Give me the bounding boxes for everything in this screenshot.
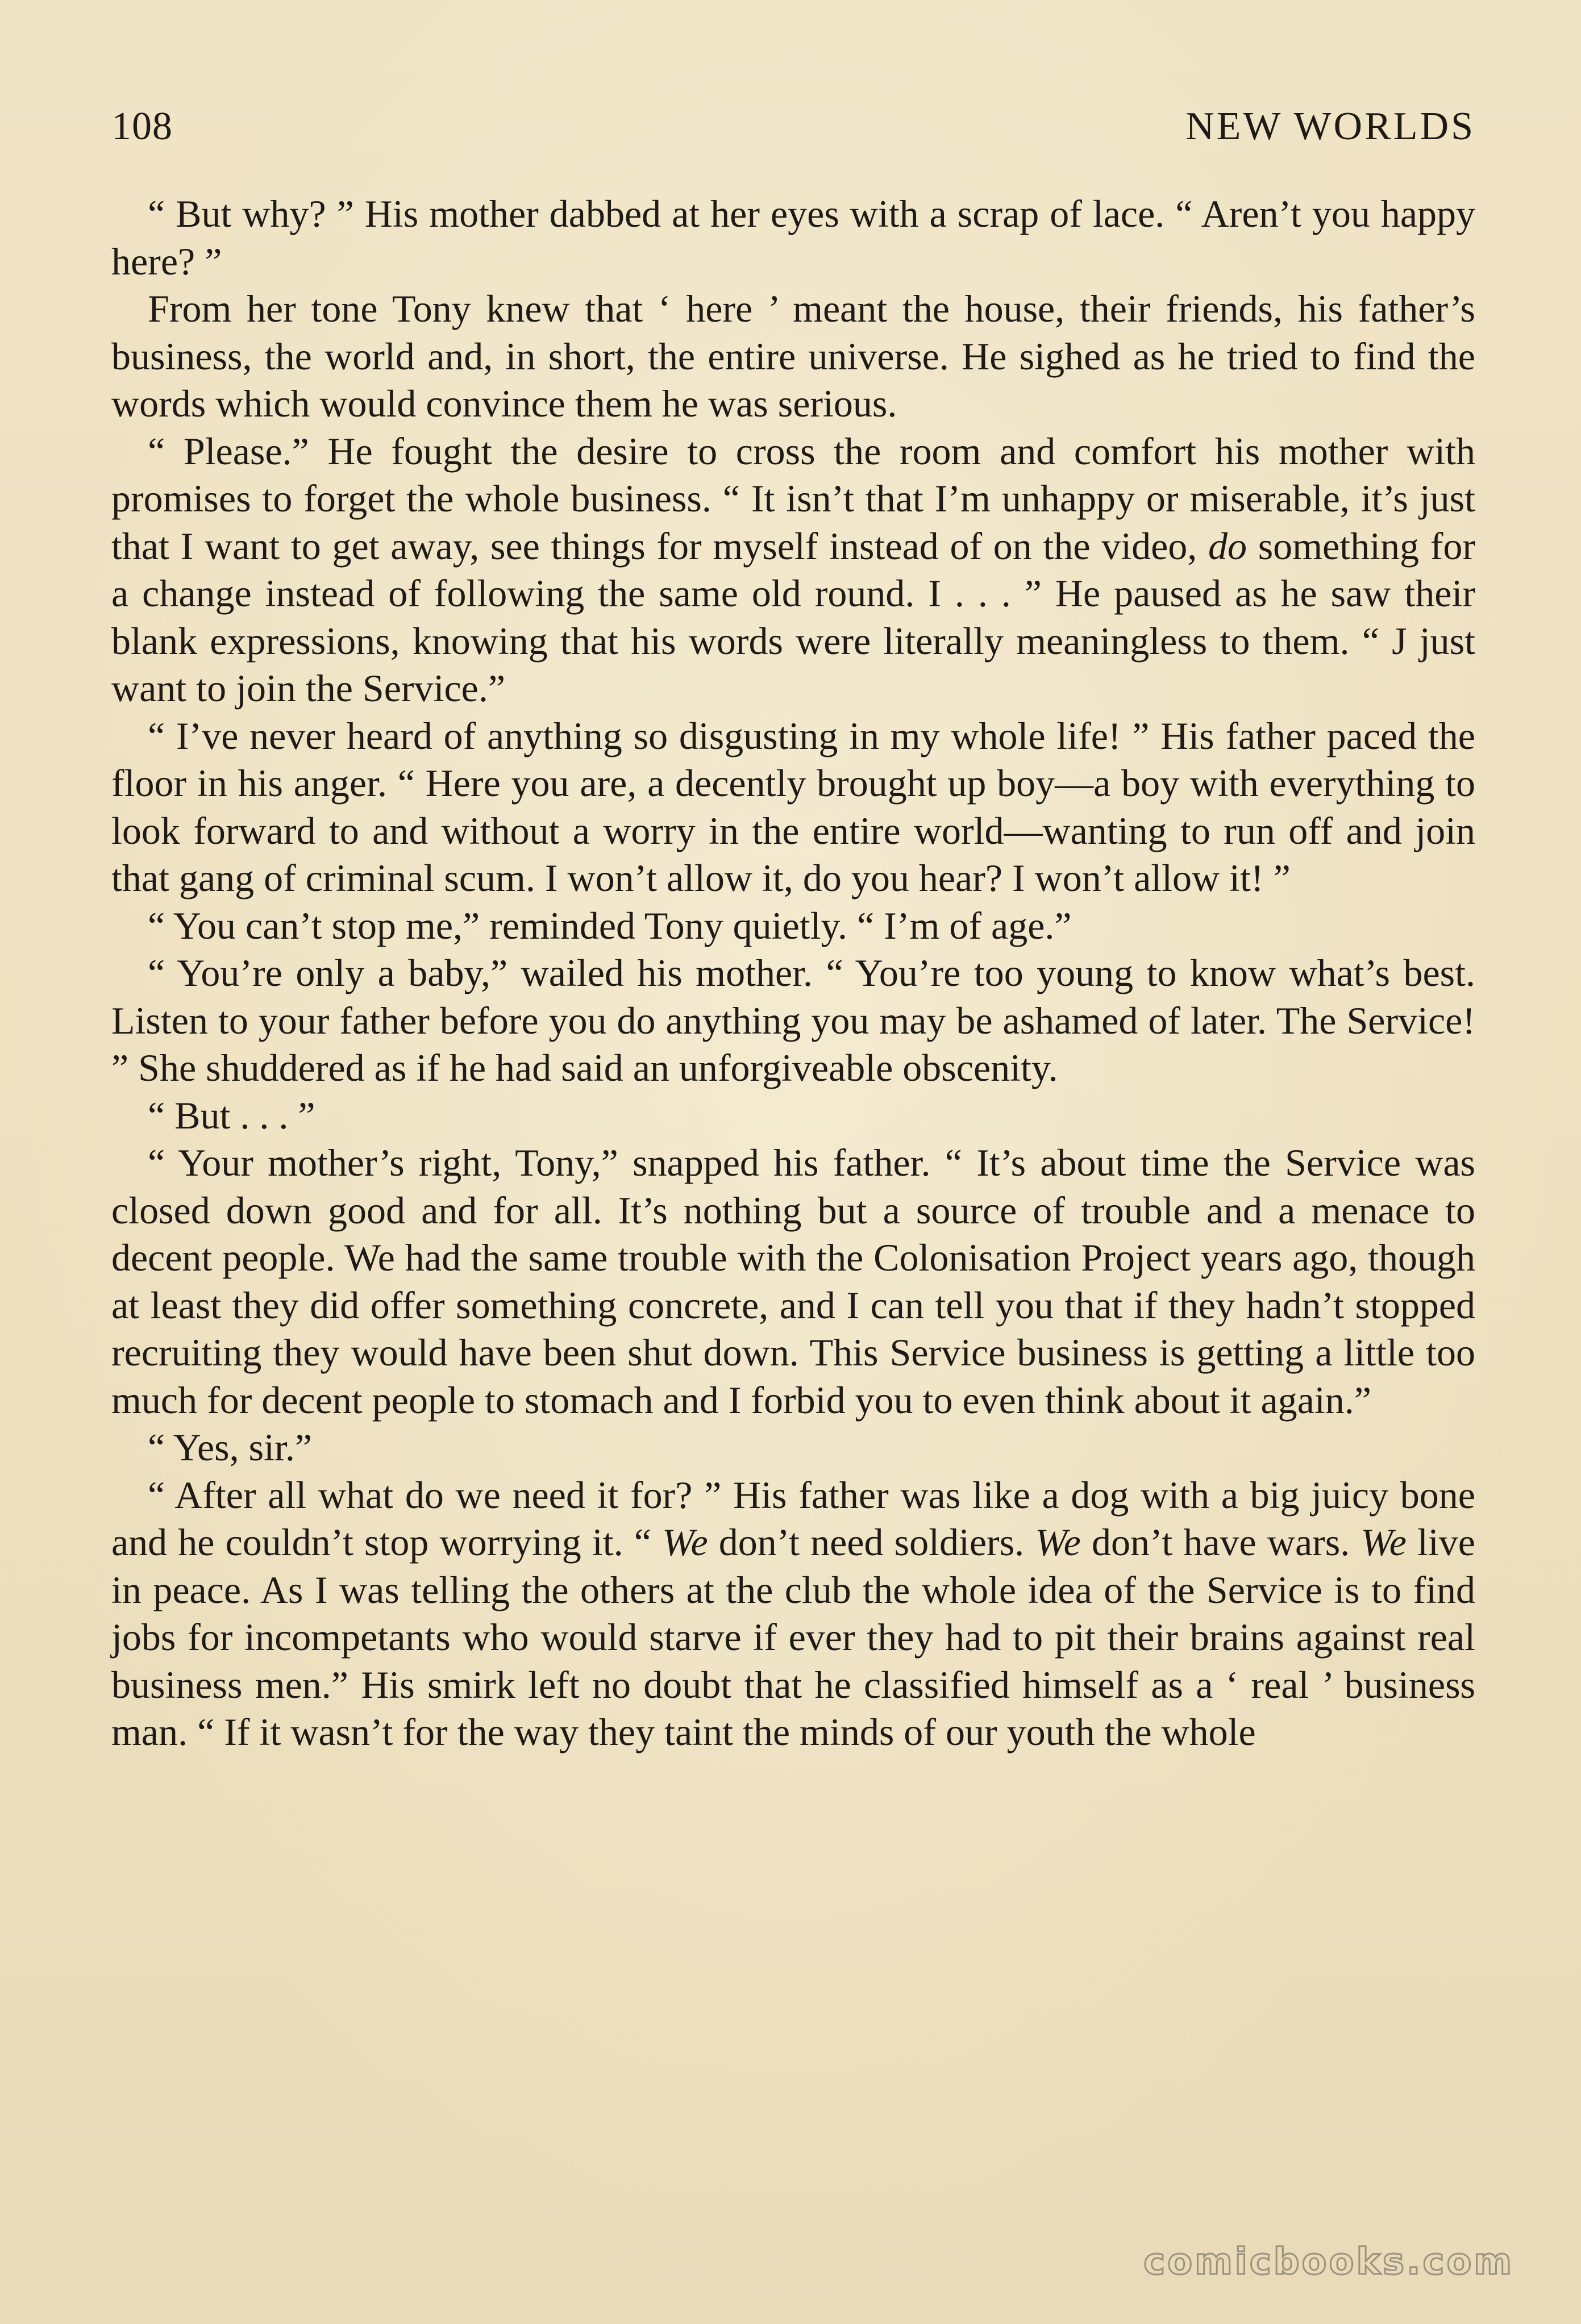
- paragraph: [111, 949, 1475, 1092]
- paragraph: [111, 713, 1475, 902]
- text-run: “ I’ve never heard of anything so disgusting in my whole life! ” His father paced the floor in his anger. “ Here you are, a decently brought up boy—a boy with everything to look forward to and without a worry in the entire world—wanting to run off and join that gang of criminal scum. I won’t allow it, do you hear? I won’t allow it! ”: [111, 714, 1475, 899]
- paragraph: [111, 190, 1475, 285]
- paragraph: [111, 902, 1475, 950]
- paragraph: [111, 1424, 1475, 1472]
- text-run: don’t need soldiers.: [708, 1521, 1035, 1564]
- text-run: “ Please.” He fought the desire to cross the room and comfort his mother with promises to forget the whole business. “ It isn’t that I’m unhappy or miserable, it’s just that I want to get away, see things for myself instead of on the video,: [111, 429, 1475, 568]
- running-head: NEW WORLDS: [1185, 105, 1475, 148]
- italic-text: We: [1361, 1521, 1407, 1564]
- text-run: don’t have wars.: [1080, 1521, 1361, 1564]
- text-run: “ Your mother’s right, Tony,” snapped his father. “ It’s about time the Service was closed down good and for all. It’s nothing but a source of trouble and a menace to decent people. We had the same trouble with the Colonisation Project years ago, though at least they did offer something concrete, and I can tell you that if they hadn’t stopped recruiting they would have been shut down. This Service business is getting a little too much for decent people to stomach and I forbid you to even think about it again.”: [111, 1141, 1475, 1422]
- body-text: [111, 190, 1475, 1756]
- text-run: From her tone Tony knew that ‘ here ’ meant the house, their friends, his father’s business, the world and, in short, the entire universe. He sighed as he tried to find the words which would convince them he was serious.: [111, 287, 1475, 425]
- text-run: something for a change instead of following the same old round. I . . . ” He paused as he saw their blank expressions, knowing that his words were literally meaningless to them. “ J just want to join the Service.”: [111, 524, 1475, 710]
- text-run: “ You can’t stop me,” reminded Tony quietly. “ I’m of age.”: [148, 903, 1072, 947]
- text-run: live in peace. As I was telling the others at the club the whole idea of the Service is to find jobs for incompetants who would starve if ever they had to pit their brains against real business men.” His smirk left no doubt that he classified himself as a ‘ real ’ business man. “ If it wasn’t for the way they taint the minds of our youth the whole: [111, 1521, 1475, 1754]
- paragraph: [111, 428, 1475, 713]
- text-run: “ Yes, sir.”: [148, 1426, 313, 1469]
- page-number: 108: [111, 105, 173, 148]
- paragraph: [111, 1139, 1475, 1424]
- text-run: “ But . . . ”: [148, 1093, 315, 1137]
- page-header: [111, 101, 1475, 164]
- italic-text: do: [1208, 524, 1247, 568]
- paragraph: [111, 285, 1475, 428]
- paragraph: [111, 1472, 1475, 1756]
- text-run: “ You’re only a baby,” wailed his mother. “ You’re too young to know what’s best. Listen to your father before you do anything you may be ashamed of later. The Service! ” She shuddered as if he had said an unforgiveable obscenity.: [111, 951, 1475, 1089]
- watermark: comicbooks.com: [1143, 2241, 1514, 2283]
- paragraph: [111, 1092, 1475, 1140]
- text-run: “ After all what do we need it for? ” His father was like a dog with a big juicy bone and he couldn’t stop worrying it. “: [111, 1473, 1475, 1564]
- italic-text: We: [662, 1521, 708, 1564]
- italic-text: We: [1035, 1521, 1081, 1564]
- text-run: “ But why? ” His mother dabbed at her eyes with a scrap of lace. “ Aren’t you happy here? ”: [111, 192, 1475, 283]
